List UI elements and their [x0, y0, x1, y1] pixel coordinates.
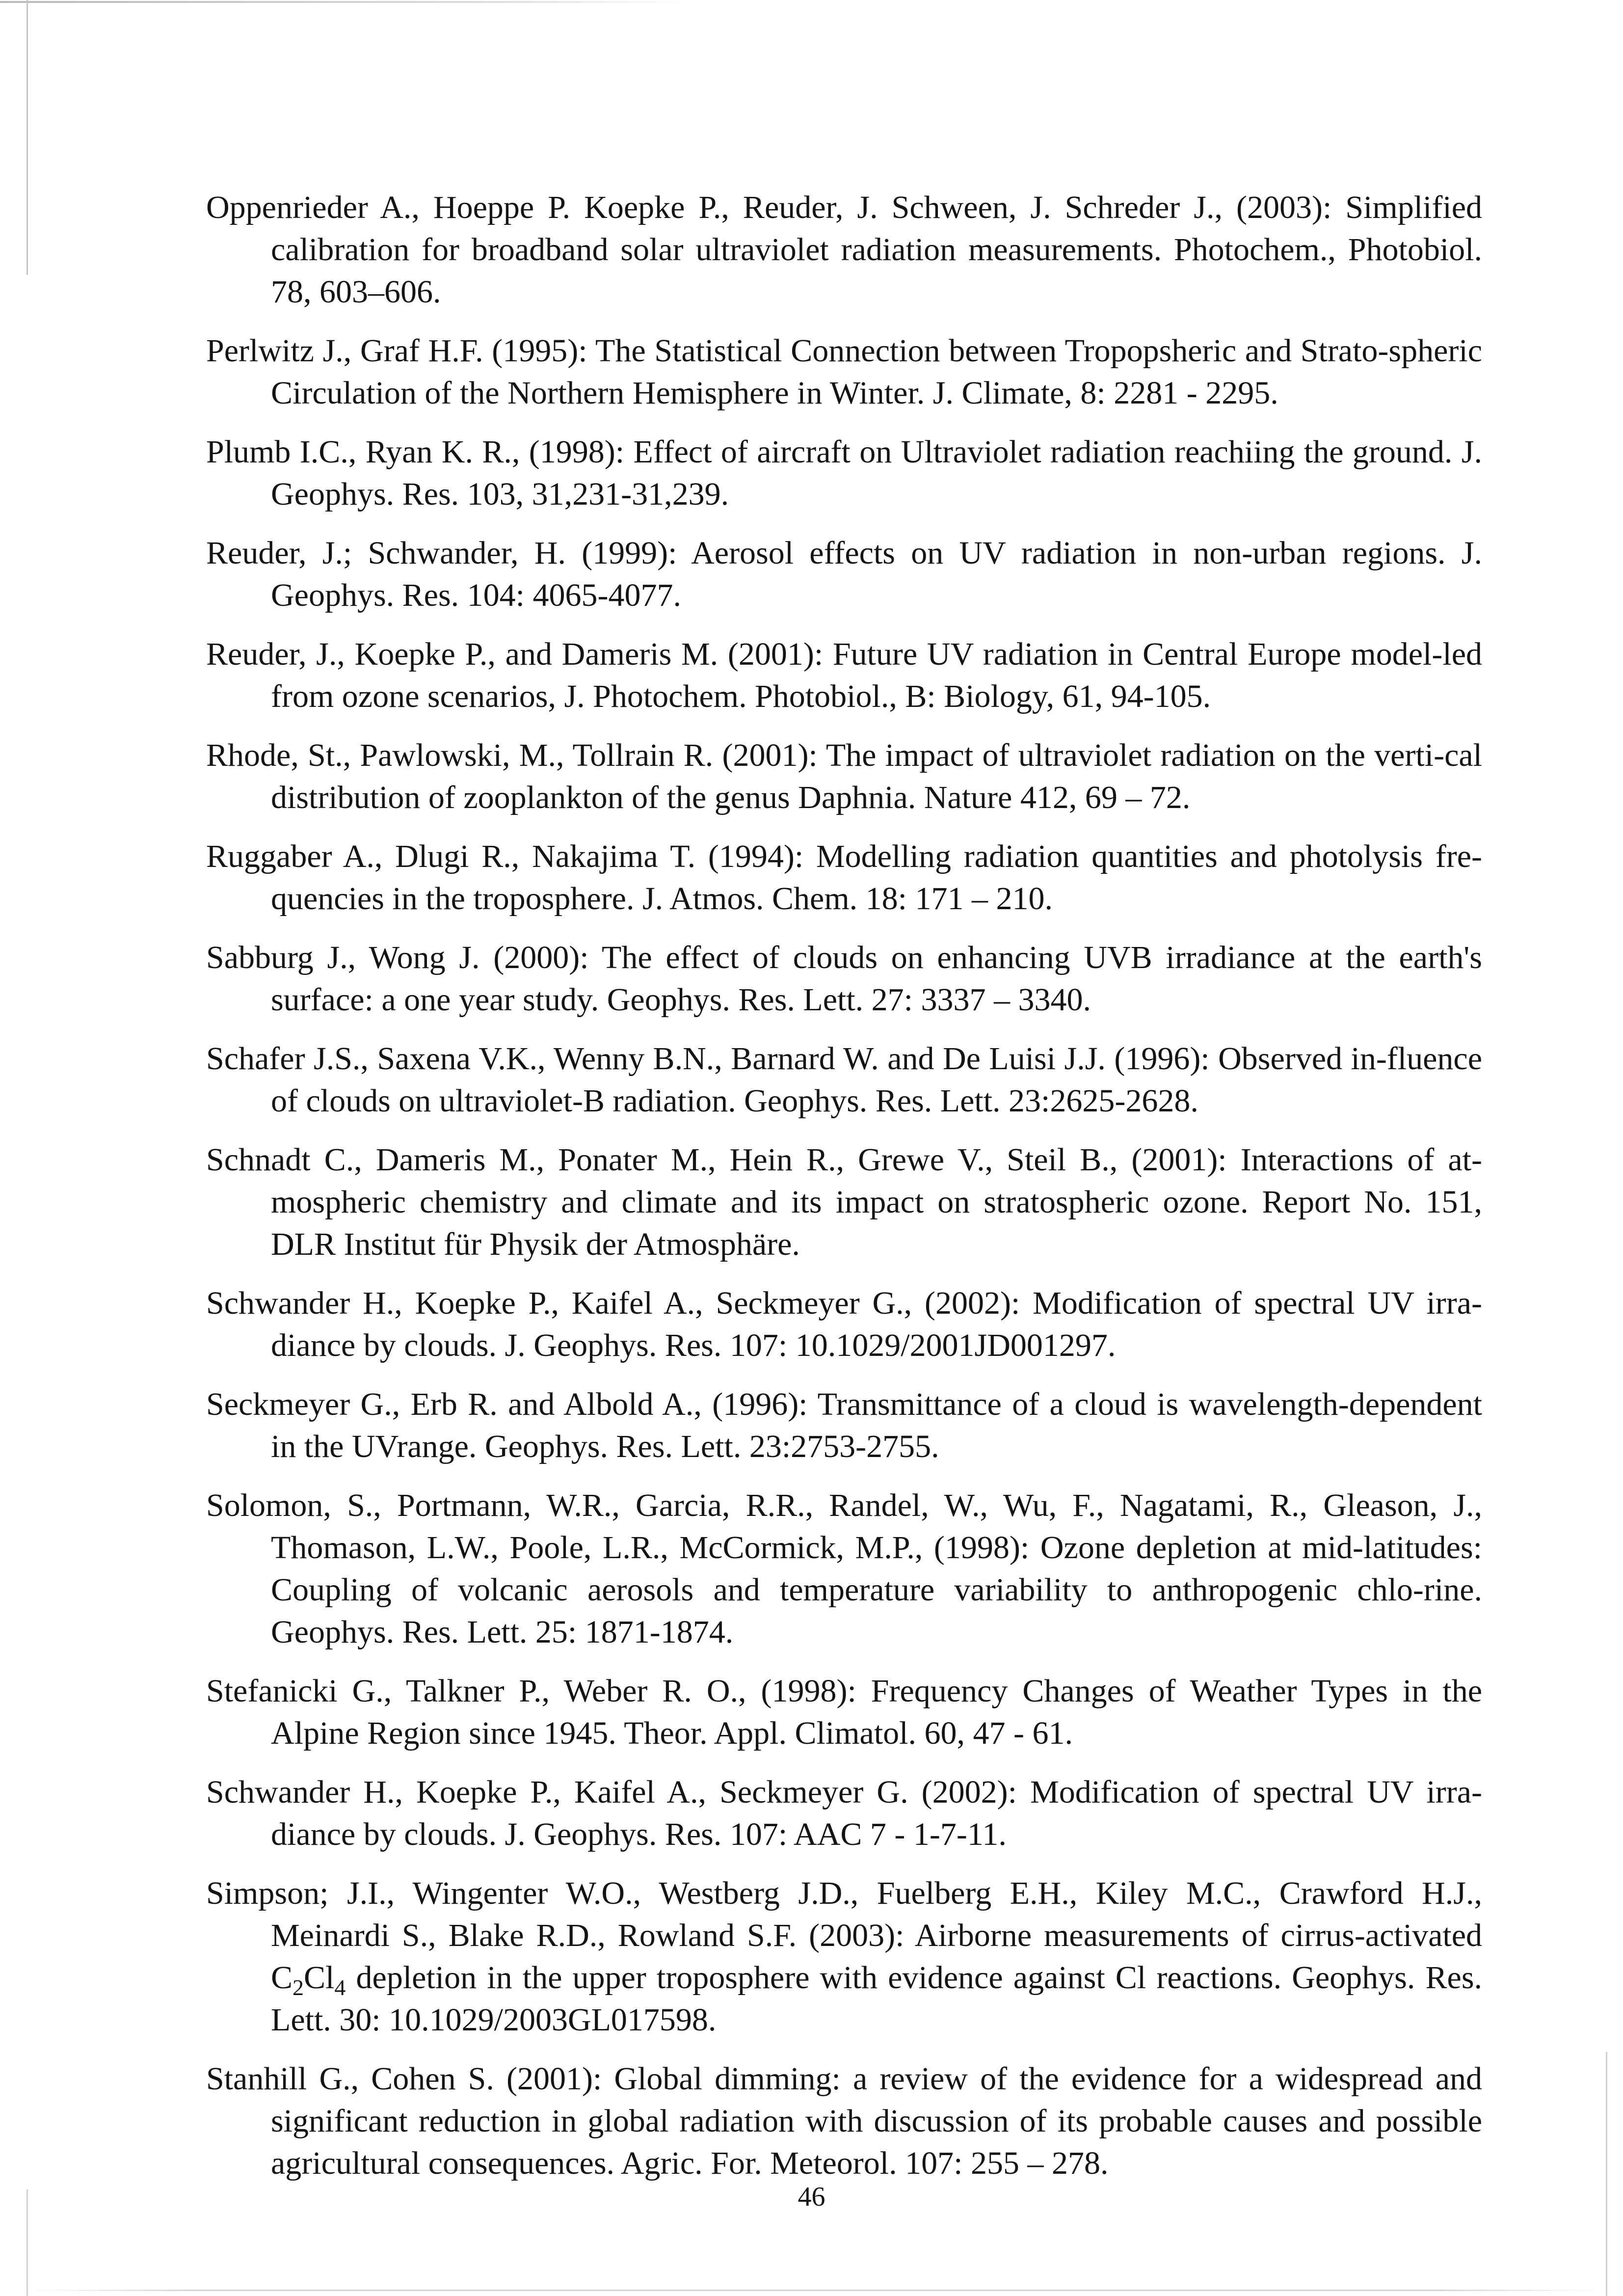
reference-schnadt-2001: Schnadt C., Dameris M., Ponater M., Hein R., Grewe V., Steil B., (2001): Interactions of at-mospheric chemistry and climate and its impact on stratospheric ozone. Report No. 151, DLR Institut für Physik der Atmosphäre.	[206, 1142, 1482, 1262]
reference-schwander-2002b: Schwander H., Koepke P., Kaifel A., Seckmeyer G. (2002): Modification of spectral UV irra-diance by clouds. J. Geophys. Res. 107: AAC 7 - 1-7-11.	[206, 1774, 1482, 1852]
reference-oppenrieder-2003: Oppenrieder A., Hoeppe P. Koepke P., Reuder, J. Schween, J. Schreder J., (2003): Simplified calibration for broadband solar ultraviolet radiation measurements. Photochem., Photobiol. 78, 603–606.	[206, 189, 1482, 310]
reference-simpson-text-start: Simpson; J.I., Wingenter W.O., Westberg J.D., Fuelberg E.H., Kiley M.C., Crawford H.J., Meinardi S., Blake R.D., Rowland S.F. (2003): Airborne measurements of cirrus-activated C	[206, 1875, 1482, 1996]
scan-edge-bottom	[29, 2290, 1600, 2291]
reference-plumb-1998: Plumb I.C., Ryan K. R., (1998): Effect of aircraft on Ultraviolet radiation reachiing the ground. J. Geophys. Res. 103, 31,231-31,239.	[206, 434, 1482, 512]
reference-ruggaber-1994: Ruggaber A., Dlugi R., Nakajima T. (1994): Modelling radiation quantities and photolysis fre-quencies in the troposphere. J. Atmos. Chem. 18: 171 – 210.	[206, 838, 1482, 917]
reference-sabburg-2000: Sabburg J., Wong J. (2000): The effect of clouds on enhancing UVB irradiance at the earth's surface: a one year study. Geophys. Res. Lett. 27: 3337 – 3340.	[206, 940, 1482, 1018]
reference-simpson-2003	[206, 1872, 1482, 2041]
reference-seckmeyer-1996: Seckmeyer G., Erb R. and Albold A., (1996): Transmittance of a cloud is wavelength-dependent in the UVrange. Geophys. Res. Lett. 23:2753-2755.	[206, 1386, 1482, 1464]
formula-subscript-2: 2	[293, 1975, 304, 2000]
reference-schwander-2002a: Schwander H., Koepke P., Kaifel A., Seckmeyer G., (2002): Modification of spectral UV irra-diance by clouds. J. Geophys. Res. 107: 10.1029/2001JD001297.	[206, 1285, 1482, 1363]
formula-cl: Cl	[304, 1960, 335, 1996]
scan-edge-left	[27, 0, 28, 275]
reference-stefanicki-1998: Stefanicki G., Talkner P., Weber R. O., (1998): Frequency Changes of Weather Types in the Alpine Region since 1945. Theor. Appl. Climatol. 60, 47 - 61.	[206, 1673, 1482, 1751]
reference-reuder-2001: Reuder, J., Koepke P., and Dameris M. (2001): Future UV radiation in Central Europe model-led from ozone scenarios, J. Photochem. Photobiol., B: Biology, 61, 94-105.	[206, 636, 1482, 714]
formula-subscript-4: 4	[334, 1975, 346, 2000]
reference-rhode-2001: Rhode, St., Pawlowski, M., Tollrain R. (2001): The impact of ultraviolet radiation on the verti-cal distribution of zooplankton of the genus Daphnia. Nature 412, 69 – 72.	[206, 737, 1482, 815]
reference-reuder-1999: Reuder, J.; Schwander, H. (1999): Aerosol effects on UV radiation in non-urban regions. J. Geophys. Res. 104: 4065-4077.	[206, 535, 1482, 613]
scan-edge-right	[1606, 2052, 1607, 2296]
reference-simpson-text-end: depletion in the upper troposphere with evidence against Cl reactions. Geophys. Res. Lett. 30: 10.1029/2003GL017598.	[271, 1960, 1482, 2038]
reference-schafer-1996: Schafer J.S., Saxena V.K., Wenny B.N., Barnard W. and De Luisi J.J. (1996): Observed in-fluence of clouds on ultraviolet-B radiation. Geophys. Res. Lett. 23:2625-2628.	[206, 1041, 1482, 1119]
page-number: 46	[798, 2182, 825, 2212]
reference-stanhill-2001: Stanhill G., Cohen S. (2001): Global dimming: a review of the evidence for a widespread and significant reduction in global radiation with discussion of its probable causes and possible agricultural consequences. Agric. For. Meteorol. 107: 255 – 278.	[206, 2061, 1482, 2181]
scan-edge-top	[0, 1, 687, 3]
reference-perlwitz-1995: Perlwitz J., Graf H.F. (1995): The Statistical Connection between Tropopsheric and Strato-spheric Circulation of the Northern Hemisphere in Winter. J. Climate, 8: 2281 - 2295.	[206, 333, 1482, 411]
reference-list	[206, 187, 1482, 2201]
reference-solomon-1998: Solomon, S., Portmann, W.R., Garcia, R.R., Randel, W., Wu, F., Nagatami, R., Gleason, J., Thomason, L.W., Poole, L.R., McCormick, M.P., (1998): Ozone depletion at mid-latitudes: Coupling of volcanic aerosols and temperature variability to anthropogenic chlo-rine. Geophys. Res. Lett. 25: 1871-1874.	[206, 1487, 1482, 1650]
